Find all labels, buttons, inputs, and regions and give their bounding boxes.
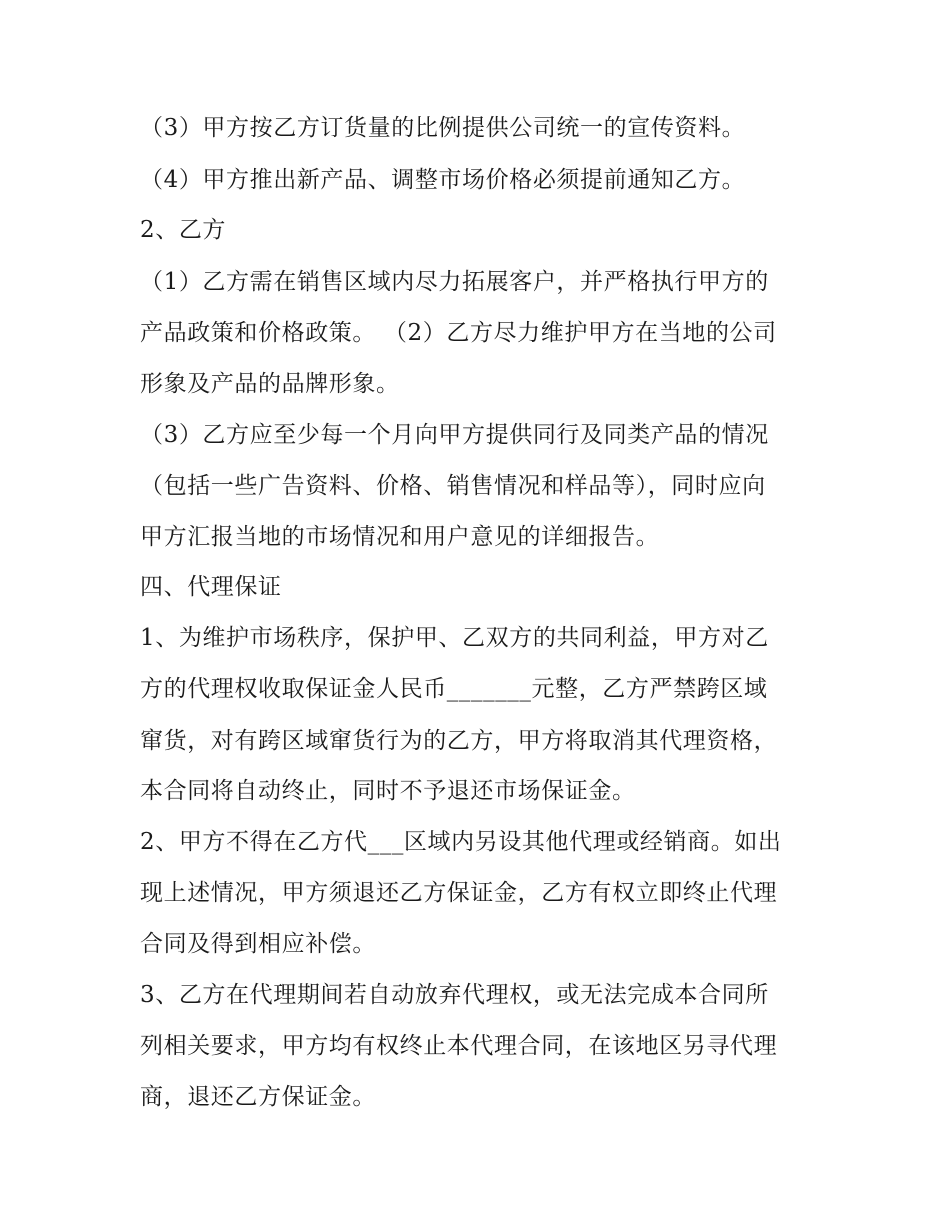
clause-b3-line-2: （包括一些广告资料、价格、销售情况和样品等），同时应向 xyxy=(140,473,766,499)
clause-b1-line-2: 产品政策和价格政策。 （2）乙方尽力维护甲方在当地的公司 xyxy=(140,320,777,346)
clause-b3-line-1: （3）乙方应至少每一个月向甲方提供同行及同类产品的情况 xyxy=(140,422,769,448)
guarantee-2-line-3: 合同及得到相应补偿。 xyxy=(140,931,376,957)
section-4-heading: 四、代理保证 xyxy=(140,574,282,600)
guarantee-1-line-3: 窜货，对有跨区域窜货行为的乙方，甲方将取消其代理资格， xyxy=(140,728,778,754)
clause-a3-line: （3）甲方按乙方订货量的比例提供公司统一的宣传资料。 xyxy=(140,115,746,141)
guarantee-3-line-2: 列相关要求，甲方均有权终止本代理合同，在该地区另寻代理 xyxy=(140,1033,778,1059)
guarantee-3-line-3: 商，退还乙方保证金。 xyxy=(140,1084,376,1110)
guarantee-3-line-1: 3、乙方在代理期间若自动放弃代理权，或无法完成本合同所 xyxy=(140,982,769,1008)
section-party-b-heading: 2、乙方 xyxy=(140,217,227,243)
clause-b1-line-1: （1）乙方需在销售区域内尽力拓展客户，并严格执行甲方的 xyxy=(140,269,769,295)
guarantee-1-line-4: 本合同将自动终止，同时不予退还市场保证金。 xyxy=(140,778,636,804)
guarantee-2-line-2: 现上述情况，甲方须退还乙方保证金，乙方有权立即终止代理 xyxy=(140,880,778,906)
guarantee-2-line-1: 2、甲方不得在乙方代___区域内另设其他代理或经销商。如出 xyxy=(140,829,782,855)
clause-b2-line-2: 形象及产品的品牌形象。 xyxy=(140,371,400,397)
clause-b3-line-3: 甲方汇报当地的市场情况和用户意见的详细报告。 xyxy=(140,524,660,550)
guarantee-1-line-2: 方的代理权收取保证金人民币_______元整，乙方严禁跨区域 xyxy=(140,676,768,702)
guarantee-1-line-1: 1、为维护市场秩序，保护甲、乙双方的共同利益，甲方对乙 xyxy=(140,625,769,651)
clause-a4-line: （4）甲方推出新产品、调整市场价格必须提前通知乙方。 xyxy=(140,167,746,193)
